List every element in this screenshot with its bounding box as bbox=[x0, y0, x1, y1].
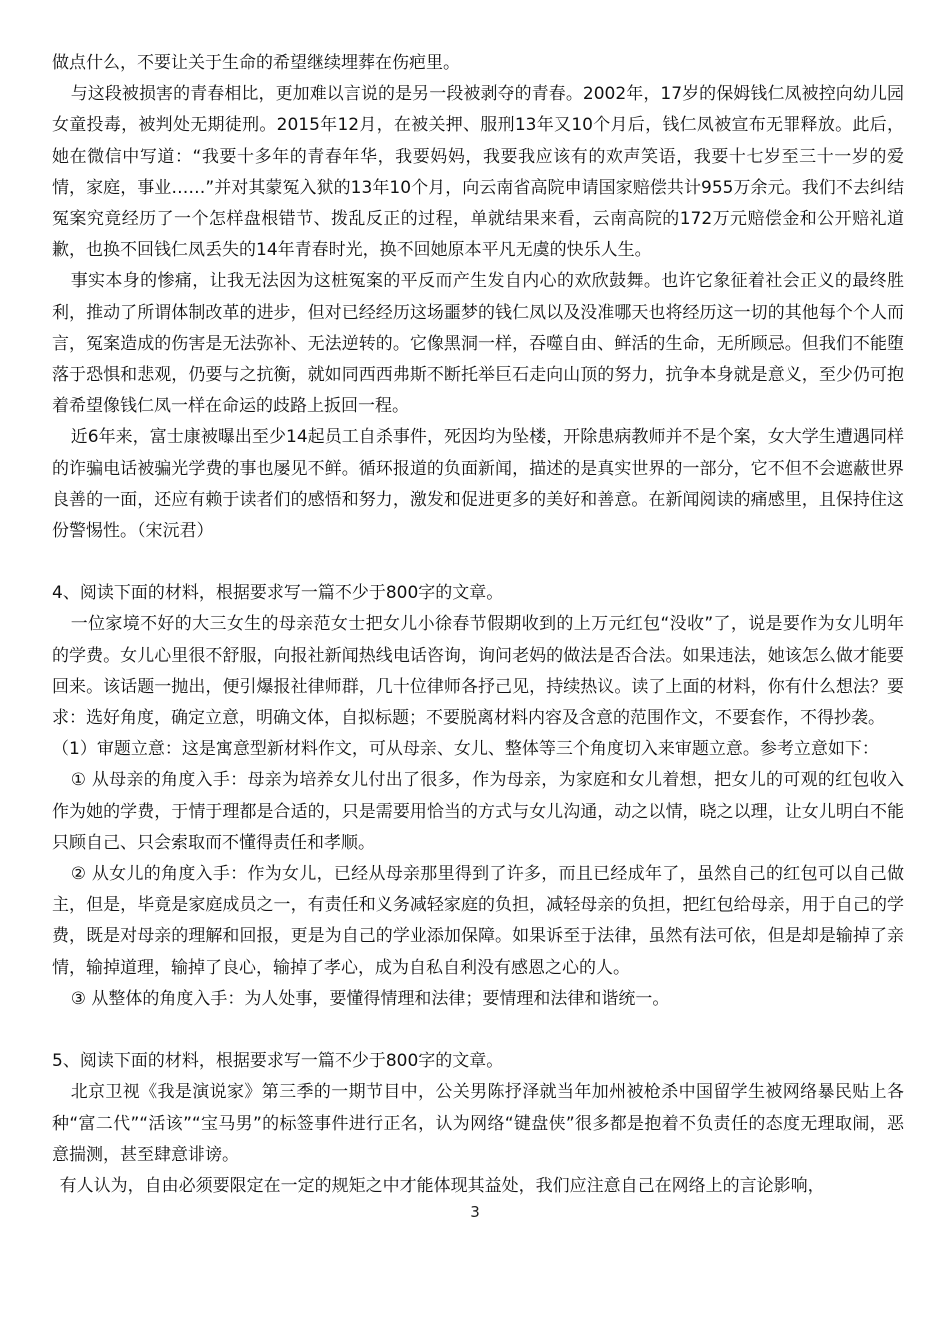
document-body bbox=[52, 48, 904, 1202]
question-4-mother-angle: ① 从母亲的角度入手：母亲为培养女儿付出了很多，作为母亲，为家庭和女儿着想，把女儿的可观的红包收入作为她的学费，于情于理都是合适的，只是需要用恰当的方式与女儿沟通，动之以情，晓之以理，让女儿明白不能只顾自己、只会索取而不懂得责任和孝顺。 bbox=[52, 770, 904, 853]
question-5-opinion: 有人认为，自由必须要限定在一定的规矩之中才能体现其益处，我们应注意自己在网络上的言论影响， bbox=[59, 1175, 825, 1196]
paragraph-spacer bbox=[52, 547, 904, 578]
question-5-material: 北京卫视《我是演说家》第三季的一期节目中，公关男陈抒泽就当年加州被枪杀中国留学生被网络暴民贴上各种“富二代”“活该”“宝马男”的标签事件进行正名，认为网络“键盘侠”很多都是抱着不负责任的态度无理取闹，恶意揣测，甚至肆意诽谤。 bbox=[52, 1082, 904, 1165]
question-4-material: 一位家境不好的大三女生的母亲范女士把女儿小徐春节假期收到的上万元红包“没收”了，说是要作为女儿明年的学费。女儿心里很不舒服，向报社新闻热线电话咨询，询问老妈的做法是否合法。如果违法，她该怎么做才能要回来。该话题一抛出，便引爆报社律师群，几十位律师各抒己见，持续热议。读了上面的材料，你有什么想法？要求：选好角度，确定立意，明确文体，自拟标题；不要脱离材料内容及含意的范围作文，不要套作，不得抄袭。 bbox=[52, 614, 904, 729]
question-4-heading: 4、阅读下面的材料，根据要求写一篇不少于800字的文章。 bbox=[52, 583, 504, 604]
question-4-analysis: （1）审题立意：这是寓意型新材料作文，可从母亲、女儿、整体等三个角度切入来审题立意。参考立意如下： bbox=[52, 739, 879, 760]
question-5-heading: 5、阅读下面的材料，根据要求写一篇不少于800字的文章。 bbox=[52, 1051, 504, 1072]
question-4-daughter-angle: ② 从女儿的角度入手：作为女儿，已经从母亲那里得到了许多，而且已经成年了，虽然自己的红包可以自己做主，但是，毕竟是家庭成员之一，有责任和义务减轻家庭的负担，减轻母亲的负担，把红包给母亲，用于自己的学费，既是对母亲的理解和回报，更是为自己的学业添加保障。如果诉至于法律，虽然有法可依，但是却是输掉了亲情，输掉道理，输掉了良心，输掉了孝心，成为自私自利没有感恩之心的人。 bbox=[52, 864, 904, 978]
paragraph-qian-renfeng-case: 与这段被损害的青春相比，更加难以言说的是另一段被剥夺的青春。2002年，17岁的保姆钱仁凤被控向幼儿园女童投毒，被判处无期徒刑。2015年12月，在被关押、服刑13年又10个月后，钱仁凤被宣布无罪释放。此后，她在微信中写道：“我要十多年的青春年华，我要妈妈，我要我应该有的欢声笑语，我要十七岁至三十一岁的爱情，家庭，事业……”并对其蒙冤入狱的13年10个月，向云南省高院申请国家赔偿共计955万余元。我们不去纠结冤案究竟经历了一个怎样盘根错节、拨乱反正的过程，单就结果来看，云南高院的172万元赔偿金和公开赔礼道歉，也换不回钱仁凤丢失的14年青春时光，换不回她原本平凡无虞的快乐人生。 bbox=[52, 84, 904, 261]
paragraph-spacer bbox=[52, 1015, 904, 1046]
paragraph-opening-line: 做点什么，不要让关于生命的希望继续埋葬在伤疤里。 bbox=[52, 53, 460, 73]
page-number: 3 bbox=[470, 1203, 480, 1221]
question-4-overall-angle: ③ 从整体的角度入手：为人处事，要懂得情理和法律；要情理和法律和谐统一。 bbox=[70, 988, 670, 1009]
paragraph-injustice-reflection: 事实本身的惨痛，让我无法因为这桩冤案的平反而产生发自内心的欢欣鼓舞。也许它象征着社会正义的最终胜利，推动了所谓体制改革的进步，但对已经经历这场噩梦的钱仁凤以及没准哪天也将经历这一切的其他每个个人而言，冤案造成的伤害是无法弥补、无法逆转的。它像黑洞一样，吞噬自由、鲜活的生命，无所顾忌。但我们不能堕落于恐惧和悲观，仍要与之抗衡，就如同西西弗斯不断托举巨石走向山顶的努力，抗争本身就是意义，至少仍可抱着希望像钱仁凤一样在命运的歧路上扳回一程。 bbox=[52, 271, 904, 417]
paragraph-news-reading: 近6年来，富士康被曝出至少14起员工自杀事件，死因均为坠楼，开除患病教师并不是个案，女大学生遭遇同样的诈骗电话被骗光学费的事也屡见不鲜。循环报道的负面新闻，描述的是真实世界的一部分，它不但不会遮蔽世界良善的一面，还应有赖于读者们的感悟和努力，激发和促进更多的美好和善意。在新闻阅读的痛感里，且保持住这份警惕性。（宋沅君） bbox=[52, 427, 904, 542]
